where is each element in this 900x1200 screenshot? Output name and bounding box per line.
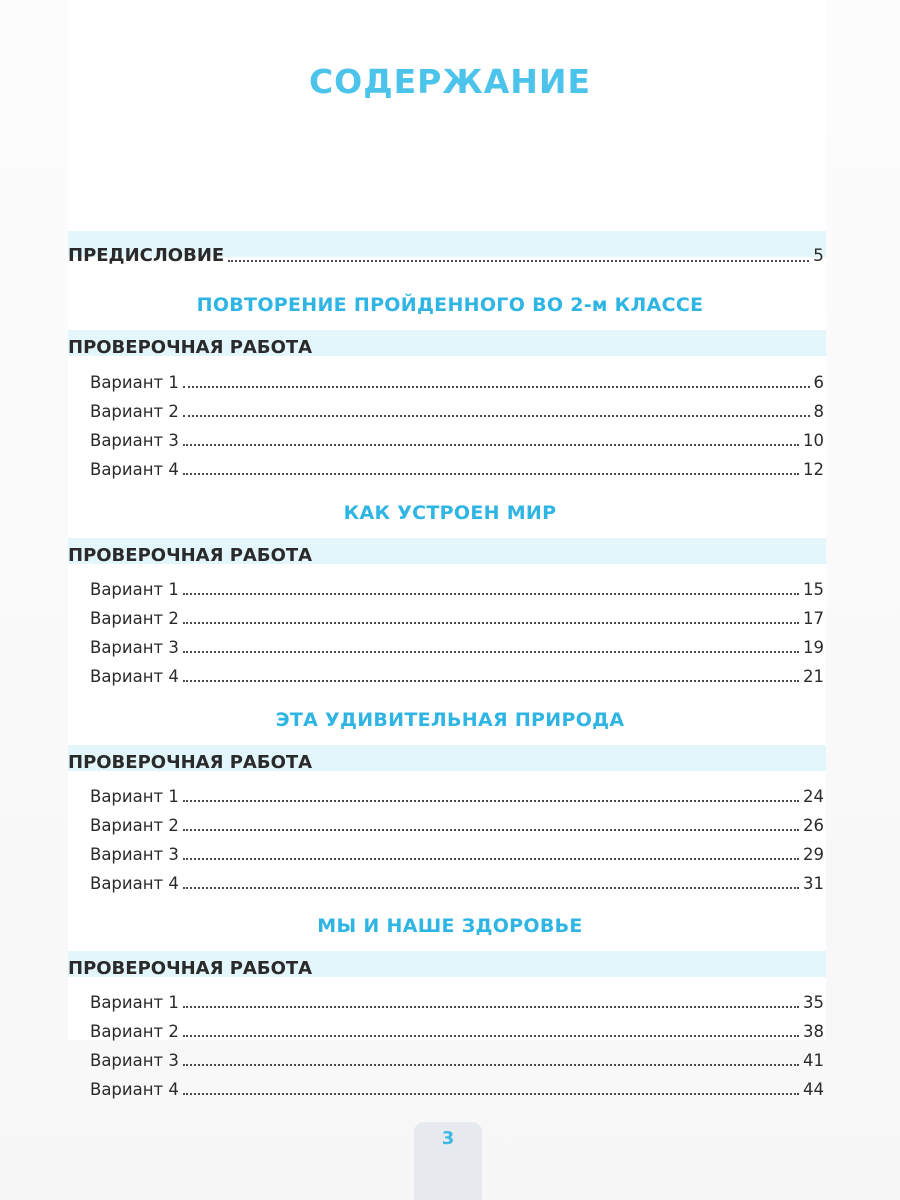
toc-item[interactable] bbox=[90, 838, 824, 864]
toc-item[interactable] bbox=[90, 395, 824, 421]
section-heading bbox=[68, 745, 824, 773]
toc-item[interactable] bbox=[90, 780, 824, 806]
section-title: КАК УСТРОЕН МИР bbox=[343, 502, 557, 524]
section-title: ПОВТОРЕНИЕ ПРОЙДЕННОГО ВО 2-м КЛАССЕ bbox=[196, 294, 704, 316]
section-heading-label: ПРОВЕРОЧНАЯ РАБОТА bbox=[68, 752, 313, 773]
toc-item-page: 12 bbox=[803, 460, 824, 479]
page-number: 3 bbox=[441, 1128, 455, 1149]
toc-item-label: Вариант 4 bbox=[90, 874, 179, 893]
toc-item[interactable] bbox=[90, 1015, 824, 1041]
dot-leader bbox=[183, 887, 799, 889]
section-heading bbox=[68, 538, 824, 566]
dot-leader bbox=[228, 260, 809, 262]
dot-leader bbox=[183, 386, 810, 388]
dot-leader bbox=[183, 680, 799, 682]
toc-item-label: Вариант 4 bbox=[90, 1080, 179, 1099]
toc-item-page: 8 bbox=[813, 402, 824, 421]
toc-item[interactable] bbox=[90, 986, 824, 1012]
toc-item-label: Вариант 2 bbox=[90, 816, 179, 835]
toc-item-label: Вариант 2 bbox=[90, 402, 179, 421]
toc-item-page: 41 bbox=[803, 1051, 824, 1070]
dot-leader bbox=[183, 622, 799, 624]
section-heading-label: ПРОВЕРОЧНАЯ РАБОТА bbox=[68, 337, 313, 358]
toc-item-page: 21 bbox=[803, 667, 824, 686]
toc-item[interactable] bbox=[90, 631, 824, 657]
toc-item[interactable] bbox=[90, 602, 824, 628]
toc-item-page: 24 bbox=[803, 787, 824, 806]
toc-item-page: 44 bbox=[803, 1080, 824, 1099]
toc-item-label: Вариант 4 bbox=[90, 460, 179, 479]
dot-leader bbox=[183, 593, 799, 595]
section-title: МЫ И НАШЕ ЗДОРОВЬЕ bbox=[317, 915, 583, 937]
section-heading bbox=[68, 951, 824, 979]
toc-item[interactable] bbox=[90, 660, 824, 686]
dot-leader bbox=[183, 1064, 799, 1066]
dot-leader bbox=[183, 858, 799, 860]
toc-item-label: Вариант 2 bbox=[90, 1022, 179, 1041]
dot-leader bbox=[183, 1093, 799, 1095]
toc-item[interactable] bbox=[90, 809, 824, 835]
toc-item-page: 26 bbox=[803, 816, 824, 835]
toc-item-label: Вариант 2 bbox=[90, 609, 179, 628]
toc-item-label: Вариант 1 bbox=[90, 580, 179, 599]
toc-item-page: 15 bbox=[803, 580, 824, 599]
toc-item-page: 10 bbox=[803, 431, 824, 450]
dot-leader bbox=[183, 800, 799, 802]
toc-item[interactable] bbox=[90, 867, 824, 893]
dot-leader bbox=[183, 1035, 799, 1037]
toc-item[interactable] bbox=[90, 366, 824, 392]
section-heading bbox=[68, 330, 824, 358]
section-title: ЭТА УДИВИТЕЛЬНАЯ ПРИРОДА bbox=[275, 709, 625, 731]
toc-item-page: 35 bbox=[803, 993, 824, 1012]
preface-label: ПРЕДИСЛОВИЕ bbox=[68, 245, 225, 266]
toc-item-label: Вариант 1 bbox=[90, 993, 179, 1012]
toc-item-page: 29 bbox=[803, 845, 824, 864]
toc-item[interactable] bbox=[90, 1044, 824, 1070]
toc-item-label: Вариант 3 bbox=[90, 845, 179, 864]
preface-page: 5 bbox=[813, 246, 824, 266]
toc-item-page: 19 bbox=[803, 638, 824, 657]
toc-item-label: Вариант 4 bbox=[90, 667, 179, 686]
toc-item-label: Вариант 1 bbox=[90, 787, 179, 806]
toc-item[interactable] bbox=[90, 1073, 824, 1099]
toc-item-page: 6 bbox=[813, 373, 824, 392]
toc-item-page: 31 bbox=[803, 874, 824, 893]
dot-leader bbox=[183, 473, 799, 475]
page-title: СОДЕРЖАНИЕ bbox=[308, 62, 592, 101]
dot-leader bbox=[183, 1006, 799, 1008]
toc-item-page: 17 bbox=[803, 609, 824, 628]
toc-item[interactable] bbox=[90, 424, 824, 450]
toc-item-label: Вариант 1 bbox=[90, 373, 179, 392]
dot-leader bbox=[183, 829, 799, 831]
toc-preface[interactable] bbox=[68, 238, 824, 266]
toc-item[interactable] bbox=[90, 453, 824, 479]
toc-item-label: Вариант 3 bbox=[90, 431, 179, 450]
toc-item-label: Вариант 3 bbox=[90, 638, 179, 657]
section-heading-label: ПРОВЕРОЧНАЯ РАБОТА bbox=[68, 545, 313, 566]
dot-leader bbox=[183, 415, 810, 417]
toc-item-page: 38 bbox=[803, 1022, 824, 1041]
dot-leader bbox=[183, 651, 799, 653]
toc-item[interactable] bbox=[90, 573, 824, 599]
toc-item-label: Вариант 3 bbox=[90, 1051, 179, 1070]
section-heading-label: ПРОВЕРОЧНАЯ РАБОТА bbox=[68, 958, 313, 979]
dot-leader bbox=[183, 444, 799, 446]
